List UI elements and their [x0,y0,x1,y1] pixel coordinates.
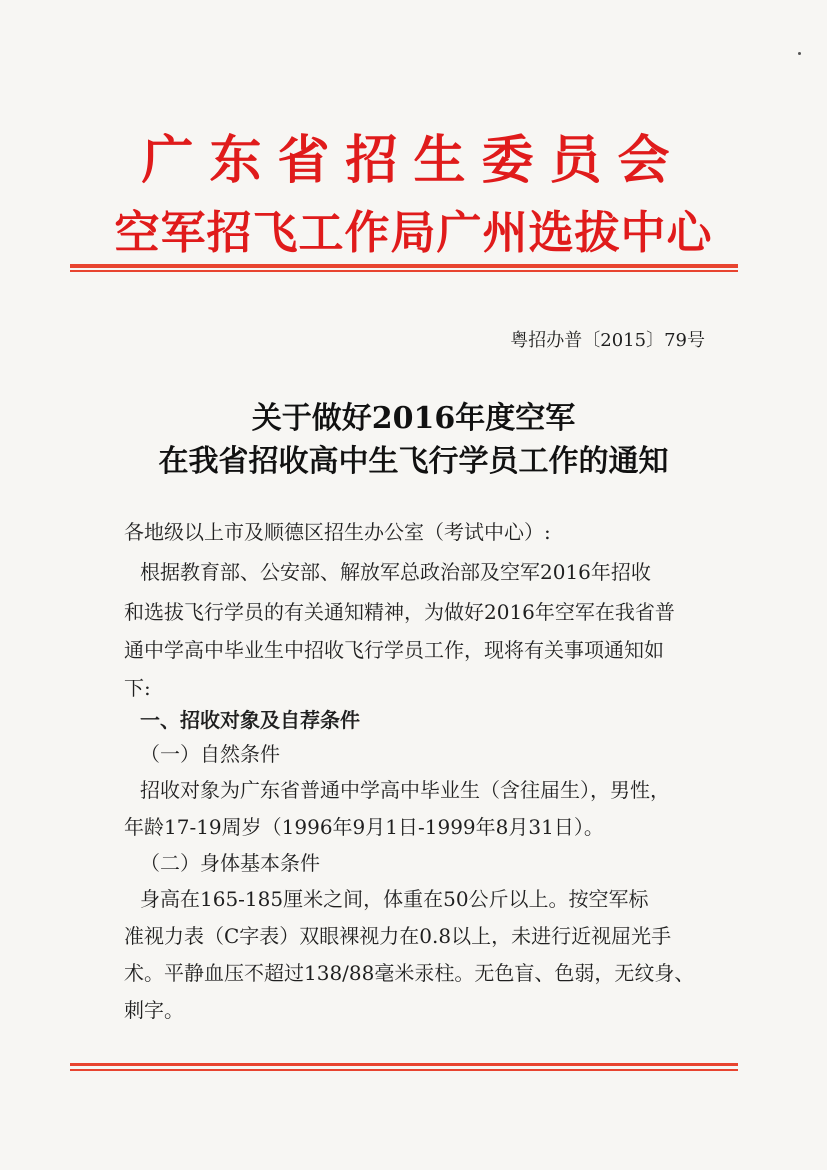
section-heading: 一、招收对象及自荐条件 [140,708,360,732]
document-number: 粤招办普〔2015〕79号 [510,330,705,351]
paragraph-line: 和选拔飞行学员的有关通知精神，为做好2016年空军在我省普 [124,600,675,624]
paragraph-line: 术。平静血压不超过138/88毫米汞柱。无色盲、色弱，无纹身、 [124,961,695,985]
paragraph-line: 根据教育部、公安部、解放军总政治部及空军2016年招收 [140,560,651,584]
paragraph-line: 招收对象为广东省普通中学高中毕业生（含往届生），男性， [140,778,670,802]
subsection-heading: （二）身体基本条件 [140,851,320,875]
issuer-header-line1: 广东省招生委员会 [141,131,686,191]
header-rule-thin [70,270,738,272]
header-rule-thick [70,264,738,268]
salutation: 各地级以上市及顺德区招生办公室（考试中心）: [124,520,551,544]
paragraph-line: 下: [124,676,151,700]
paragraph-line: 通中学高中毕业生中招收飞行学员工作，现将有关事项通知如 [124,638,664,662]
footer-rule-thick [70,1063,738,1066]
document-title-line1: 关于做好2016年度空军 [251,401,576,436]
paragraph-line: 年龄17-19周岁（1996年9月1日-1999年8月31日）。 [124,815,604,839]
paragraph-line: 身高在165-185厘米之间，体重在50公斤以上。按空军标 [140,887,649,911]
paragraph-line: 刺字。 [124,998,184,1022]
scan-speck [798,52,801,55]
issuer-header-line2: 空军招飞工作局广州选拔中心 [114,206,713,259]
footer-rule-thin [70,1069,738,1071]
document-title-line2: 在我省招收高中生飞行学员工作的通知 [158,444,669,479]
paragraph-line: 准视力表（C字表）双眼裸视力在0.8以上，未进行近视屈光手 [124,924,672,948]
subsection-heading: （一）自然条件 [140,742,280,766]
